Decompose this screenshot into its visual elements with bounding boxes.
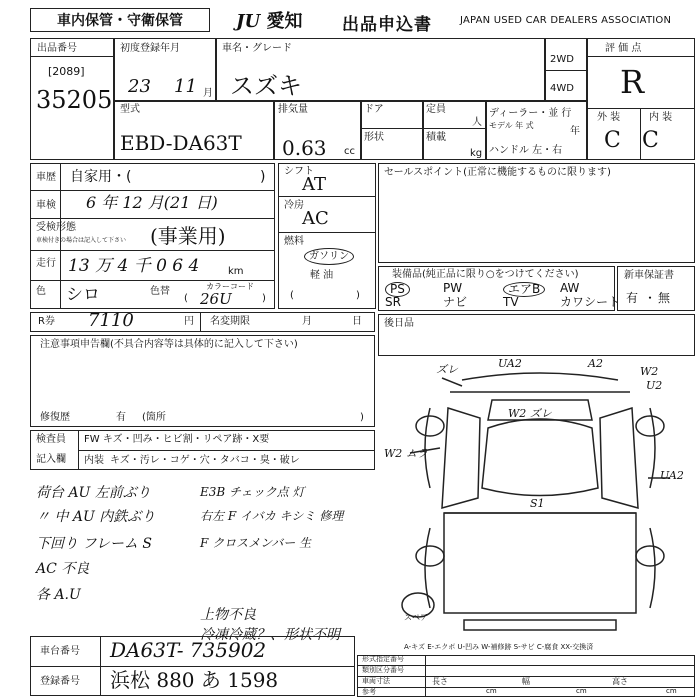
equipment-item[interactable]: AW bbox=[560, 281, 580, 295]
spec-row-label: 車両寸法 bbox=[362, 677, 390, 685]
fuel-paren-close: ) bbox=[356, 290, 360, 301]
equipment-label: 装備品(純正品に限り○をつけてください) bbox=[392, 269, 579, 280]
fuel-paren-open: ( bbox=[290, 290, 294, 301]
right-handwritten-note: F クロスメンバー 生 bbox=[200, 536, 312, 550]
eval-score: R bbox=[620, 63, 645, 101]
inspector-label: 検査員 bbox=[36, 434, 66, 445]
ju-logo-mark: JU bbox=[236, 11, 261, 32]
spec-row-label: 参考 bbox=[362, 688, 376, 696]
load-unit: kg bbox=[470, 148, 483, 159]
sales-points-label: セールスポイント(正常に機能するものに限ります) bbox=[384, 167, 611, 178]
right-door-shape bbox=[600, 408, 638, 508]
ext-grade: C bbox=[604, 128, 621, 153]
drive-2wd: 2WD bbox=[550, 54, 574, 65]
equipment-item[interactable]: エアB bbox=[503, 282, 545, 297]
damage-mark: UA2 bbox=[660, 469, 684, 482]
shift-value: AT bbox=[302, 174, 327, 195]
car-name: スズキ bbox=[230, 72, 302, 100]
door-label: ドア bbox=[364, 104, 384, 115]
repair-label: 修復歴 bbox=[40, 412, 70, 423]
handwritten-note: 冷凍冷蔵？、形状不明 bbox=[200, 627, 340, 643]
dealer-label: ディーラー・並 行 bbox=[489, 108, 572, 119]
handwritten-note: 下回り フレーム S bbox=[36, 536, 152, 552]
int-label: 内 装 bbox=[649, 112, 673, 123]
capacity-label: 定員 bbox=[426, 104, 446, 115]
recycle-row bbox=[30, 312, 375, 332]
sales-points-block bbox=[378, 163, 695, 263]
type-label: 型式 bbox=[120, 104, 140, 115]
damage-mark: W2 bbox=[640, 365, 659, 378]
repair-close: ) bbox=[360, 412, 364, 423]
handwritten-note: 上物不良 bbox=[200, 607, 256, 623]
reg-label: 初度登録年月 bbox=[120, 43, 180, 54]
month-unit: 月 bbox=[302, 316, 312, 327]
handle-label: ハンドル 左・右 bbox=[489, 145, 563, 156]
after-day-block bbox=[378, 314, 695, 356]
int-grade: C bbox=[642, 128, 659, 153]
handwritten-note: 荷台 AU 左前ぶり bbox=[36, 485, 151, 501]
shift-label: シフト bbox=[284, 166, 314, 177]
cargo-bed-shape bbox=[444, 513, 636, 613]
fuel-label: 燃料 bbox=[284, 236, 304, 247]
notes-label: 注意事項申告欄(不具合内容等は具体的に記入して下さい) bbox=[40, 339, 298, 350]
model-year-label: モデル 年 式 bbox=[489, 121, 534, 130]
dim-label: 高さ bbox=[612, 677, 628, 686]
color-paren-close: ) bbox=[262, 293, 266, 304]
repair-place: (箇所 bbox=[142, 412, 166, 423]
day-unit: 日 bbox=[352, 316, 362, 327]
after-day-label: 後日品 bbox=[384, 318, 414, 329]
color-paren-open: ( bbox=[184, 293, 188, 304]
mileage-unit: km bbox=[228, 266, 244, 277]
equipment-item[interactable]: ナビ bbox=[443, 295, 468, 309]
storage-note: 車内保管・守衛保管 bbox=[30, 8, 210, 32]
wheel-front-right bbox=[636, 416, 664, 436]
handwritten-note: 〃 中 AU 内鉄ぶり bbox=[36, 509, 156, 525]
year-unit: 年 bbox=[570, 126, 580, 137]
history-value: 自家用・( bbox=[70, 169, 132, 185]
inspection-value: 6 年 12 月(21 日) bbox=[86, 193, 218, 212]
color-code-label: カラーコード bbox=[206, 282, 254, 291]
lot-label: 出品番号 bbox=[37, 43, 77, 54]
disp-label: 排気量 bbox=[278, 104, 308, 115]
org-name: 愛知 bbox=[266, 11, 303, 32]
handwritten-note: AC 不良 bbox=[36, 561, 90, 577]
right-handwritten-note: 右左 F イバカ キシミ 修理 bbox=[200, 509, 344, 523]
history-close: ) bbox=[260, 169, 266, 185]
damage-mark: W2 ズレ bbox=[508, 407, 552, 420]
rear-bumper-shape bbox=[464, 620, 616, 630]
dim-unit: cm bbox=[486, 687, 497, 695]
cooler-label: 冷房 bbox=[284, 200, 304, 211]
warranty-yes[interactable]: 有 bbox=[626, 291, 639, 305]
int-row: キズ・汚レ・コゲ・穴・タバコ・臭・破レ bbox=[110, 455, 300, 466]
displacement: 0.63 bbox=[282, 136, 327, 160]
r-unit: 円 bbox=[184, 316, 194, 327]
r-label: R券 bbox=[38, 316, 55, 327]
dim-label: 長さ bbox=[432, 677, 448, 686]
warranty-label: 新車保証書 bbox=[624, 270, 674, 281]
receiver-label: 受検形態 bbox=[36, 222, 76, 233]
model-code: EBD-DA63T bbox=[120, 131, 242, 155]
equipment-item[interactable]: PW bbox=[443, 281, 463, 295]
repair-value: 有 bbox=[116, 412, 126, 423]
lot-number: 35205 bbox=[36, 86, 113, 114]
color-code-value: 26U bbox=[200, 290, 232, 308]
warranty-no[interactable]: 無 bbox=[658, 291, 671, 305]
spec-row-label: 類別区分番号 bbox=[362, 666, 404, 674]
cab-roof-shape bbox=[482, 419, 598, 496]
wheel-rear-left bbox=[416, 546, 444, 566]
cooler-value: AC bbox=[302, 208, 329, 229]
reg-month: 11 bbox=[174, 76, 197, 97]
name-change-label: 名変期限 bbox=[210, 316, 250, 327]
capacity-unit: 人 bbox=[472, 117, 482, 128]
chassis-value: DA63T- 735902 bbox=[110, 638, 267, 662]
int-row-label: 内装 bbox=[84, 455, 104, 466]
diagram-legend: A-キズ E-エクボ U-凹み W-補修跡 S-サビ C-腐食 XX-交換済 bbox=[404, 643, 594, 651]
history-label: 車歴 bbox=[36, 172, 56, 183]
eval-label: 評 価 点 bbox=[605, 43, 642, 54]
lot-sub: [2089] bbox=[48, 65, 85, 78]
right-handwritten-note: E3B チェック点 灯 bbox=[200, 485, 305, 499]
association-name: JAPAN USED CAR DEALERS ASSOCIATION bbox=[460, 15, 672, 26]
ext-label: 外 装 bbox=[597, 112, 621, 123]
damage-mark: ズレ bbox=[436, 363, 458, 376]
drive-4wd: 4WD bbox=[550, 83, 574, 94]
disp-unit: cc bbox=[344, 146, 355, 157]
dim-unit: cm bbox=[576, 687, 587, 695]
name-label: 車名・グレード bbox=[222, 43, 292, 54]
equipment-item[interactable]: PS bbox=[385, 282, 410, 297]
reg-label: 登録番号 bbox=[40, 676, 80, 687]
form-title: 出品申込書 bbox=[342, 15, 432, 35]
warranty-sep: ・ bbox=[644, 291, 657, 305]
wheel-front-left bbox=[416, 416, 444, 436]
equipment-item[interactable]: SR bbox=[385, 295, 401, 309]
receiver-value: (事業用) bbox=[150, 224, 226, 248]
chassis-label: 車台番号 bbox=[40, 646, 80, 657]
dim-label: 幅 bbox=[522, 677, 530, 686]
reg-value: 浜松 880 あ 1598 bbox=[110, 668, 279, 692]
mileage-value: 13 万 4 千 0 6 4 bbox=[68, 256, 200, 276]
damage-mark: S1 bbox=[530, 497, 545, 510]
damage-mark: A2 bbox=[588, 357, 603, 370]
spare-label: スペア bbox=[404, 613, 428, 622]
shape-label: 形状 bbox=[364, 132, 384, 143]
inspection-label: 車検 bbox=[36, 200, 56, 211]
wheel-rear-right bbox=[636, 546, 664, 566]
handwritten-note: 各 A.U bbox=[36, 587, 81, 603]
color-change-label: 色替 bbox=[150, 286, 170, 297]
spec-row-label: 形式指定番号 bbox=[362, 655, 404, 663]
equipment-item[interactable]: カワシート bbox=[560, 295, 621, 309]
damage-mark: W2 ムラ bbox=[384, 447, 428, 460]
ju-logo bbox=[236, 7, 303, 33]
receiver-sub: 車検付きの場合は記入して下さい bbox=[36, 237, 127, 244]
damage-mark: UA2 bbox=[498, 357, 522, 370]
reg-month-unit: 月 bbox=[203, 88, 213, 99]
color-value: シロ bbox=[66, 285, 100, 305]
entry-label: 記入欄 bbox=[36, 454, 66, 465]
damage-mark: U2 bbox=[646, 379, 663, 392]
front-bumper-shape bbox=[462, 373, 618, 380]
dim-unit: cm bbox=[666, 687, 677, 695]
fuel-gasoline[interactable]: ガソリン bbox=[304, 248, 354, 265]
equipment-item[interactable]: TV bbox=[503, 295, 519, 309]
r-value: 7110 bbox=[88, 310, 134, 331]
fw-row: FW キズ・凹み・ヒビ割・リペア跡・X要 bbox=[84, 434, 270, 445]
color-label: 色 bbox=[36, 286, 46, 297]
mileage-label: 走行 bbox=[36, 258, 56, 269]
left-door-shape bbox=[442, 408, 480, 508]
reg-year: 23 bbox=[128, 76, 151, 97]
load-label: 積載 bbox=[426, 132, 446, 143]
fuel-diesel: 軽 油 bbox=[310, 270, 334, 281]
